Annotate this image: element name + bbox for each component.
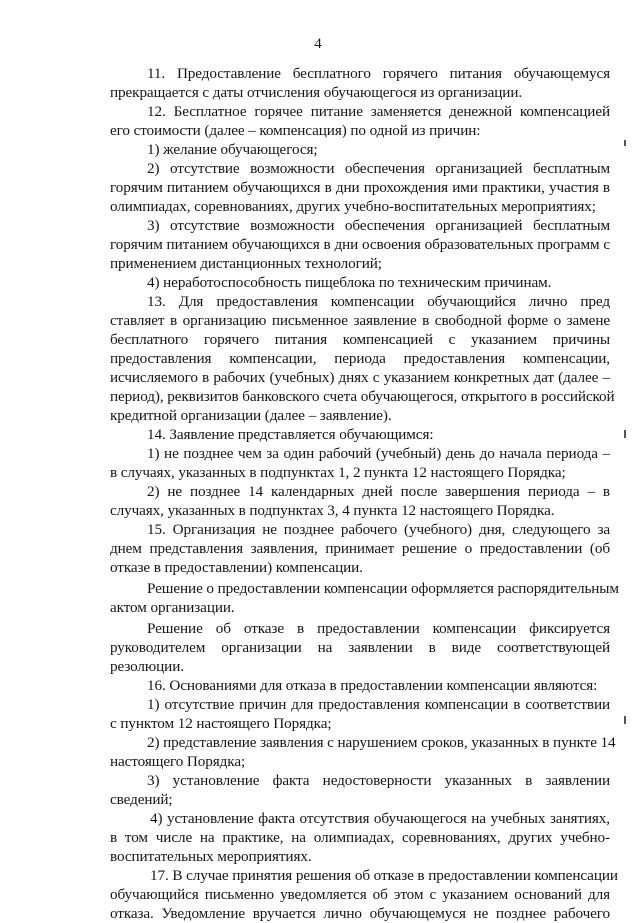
text-line: 17. В случае принятия решения об отказе в предоставлении компенсации <box>150 867 618 884</box>
text-line: отказа. Уведомление вручается лично обучающемуся не позднее рабочего <box>110 905 610 922</box>
text-line: воспитательных мероприятиях. <box>110 848 312 865</box>
text-line: применением дистанционных технологий; <box>110 255 382 272</box>
text-line: руководителем организации на заявлении в виде соответствующей <box>110 639 610 656</box>
text-line: исчисляемого в рабочих (учебных) днях с указанием конкретных дат (далее – <box>110 369 610 386</box>
text-line: бесплатного горячего питания компенсацией с указанием причины <box>110 331 610 348</box>
scan-mark <box>624 140 626 146</box>
text-line: предоставления компенсации, периода предоставления компенсации, <box>110 350 610 367</box>
text-line: горячим питанием обучающихся в дни прохождения ими практики, участия в <box>110 179 610 196</box>
text-line: 2) не позднее 14 календарных дней после завершения периода – в <box>147 483 610 500</box>
text-line: сведений; <box>110 791 173 808</box>
scan-mark <box>624 716 626 724</box>
text-line: Решение о предоставлении компенсации оформляется распорядительным <box>147 580 619 597</box>
text-line: настоящего Порядка; <box>110 753 246 770</box>
scan-mark <box>624 430 626 438</box>
text-line: 1) отсутствие причин для предоставления компенсации в соответствии <box>147 696 610 713</box>
text-line: 12. Бесплатное горячее питание заменяется денежной компенсацией <box>147 103 610 120</box>
text-line: 15. Организация не позднее рабочего (учебного) дня, следующего за <box>147 521 610 538</box>
text-line: резолюции. <box>110 658 184 675</box>
text-line: обучающийся письменно уведомляется об этом с указанием оснований для <box>110 886 610 903</box>
text-line: 13. Для предоставления компенсации обучающийся лично пред <box>147 293 610 310</box>
text-line: кредитной организации (далее – заявление). <box>110 407 392 424</box>
text-line: 1) не позднее чем за один рабочий (учебный) день до начала периода – <box>147 445 610 462</box>
text-line: 4) установление факта отсутствия обучающегося на учебных занятиях, <box>150 810 610 827</box>
text-line: 14. Заявление представляется обучающимся: <box>147 426 434 443</box>
text-line: 3) установление факта недостоверности указанных в заявлении <box>147 772 610 789</box>
text-line: актом организации. <box>110 599 235 616</box>
text-line: его стоимости (далее – компенсация) по одной из причин: <box>110 122 481 139</box>
text-line: 2) отсутствие возможности обеспечения организацией бесплатным <box>147 160 610 177</box>
text-line: днем представления заявления, принимает решение о предоставлении (об <box>110 540 610 557</box>
text-line: 4) неработоспособность пищеблока по техническим причинам. <box>147 274 552 291</box>
text-line: 3) отсутствие возможности обеспечения организацией бесплатным <box>147 217 610 234</box>
text-line: горячим питанием обучающихся в дни освоения образовательных программ с <box>110 236 610 253</box>
text-line: прекращается с даты отчисления обучающегося из организации. <box>110 84 523 101</box>
text-line: ставляет в организацию письменное заявление в свободной форме о замене <box>110 312 610 329</box>
text-line: 2) представление заявления с нарушением сроков, указанных в пункте 14 <box>147 734 616 751</box>
text-line: 11. Предоставление бесплатного горячего питания обучающемуся <box>147 65 610 82</box>
text-line: случаях, указанных в подпунктах 3, 4 пункта 12 настоящего Порядка. <box>110 502 555 519</box>
text-line: 1) желание обучающегося; <box>147 141 318 158</box>
text-line: период), реквизитов банковского счета обучающегося, открытого в российской <box>110 388 615 405</box>
text-line: в том числе на практике, на олимпиадах, соревнованиях, других учебно- <box>110 829 610 846</box>
text-line: олимпиадах, соревнованиях, других учебно-воспитательных мероприятиях; <box>110 198 596 215</box>
text-line: с пунктом 12 настоящего Порядка; <box>110 715 332 732</box>
text-line: Решение об отказе в предоставлении компенсации фиксируется <box>147 620 610 637</box>
document-body <box>110 64 619 923</box>
text-line: отказе в предоставлении) компенсации. <box>110 559 363 576</box>
page-number: 4 <box>314 36 322 52</box>
text-line: в случаях, указанных в подпунктах 1, 2 пункта 12 настоящего Порядка; <box>110 464 566 481</box>
text-line: 16. Основаниями для отказа в предоставлении компенсации являются: <box>147 677 598 694</box>
